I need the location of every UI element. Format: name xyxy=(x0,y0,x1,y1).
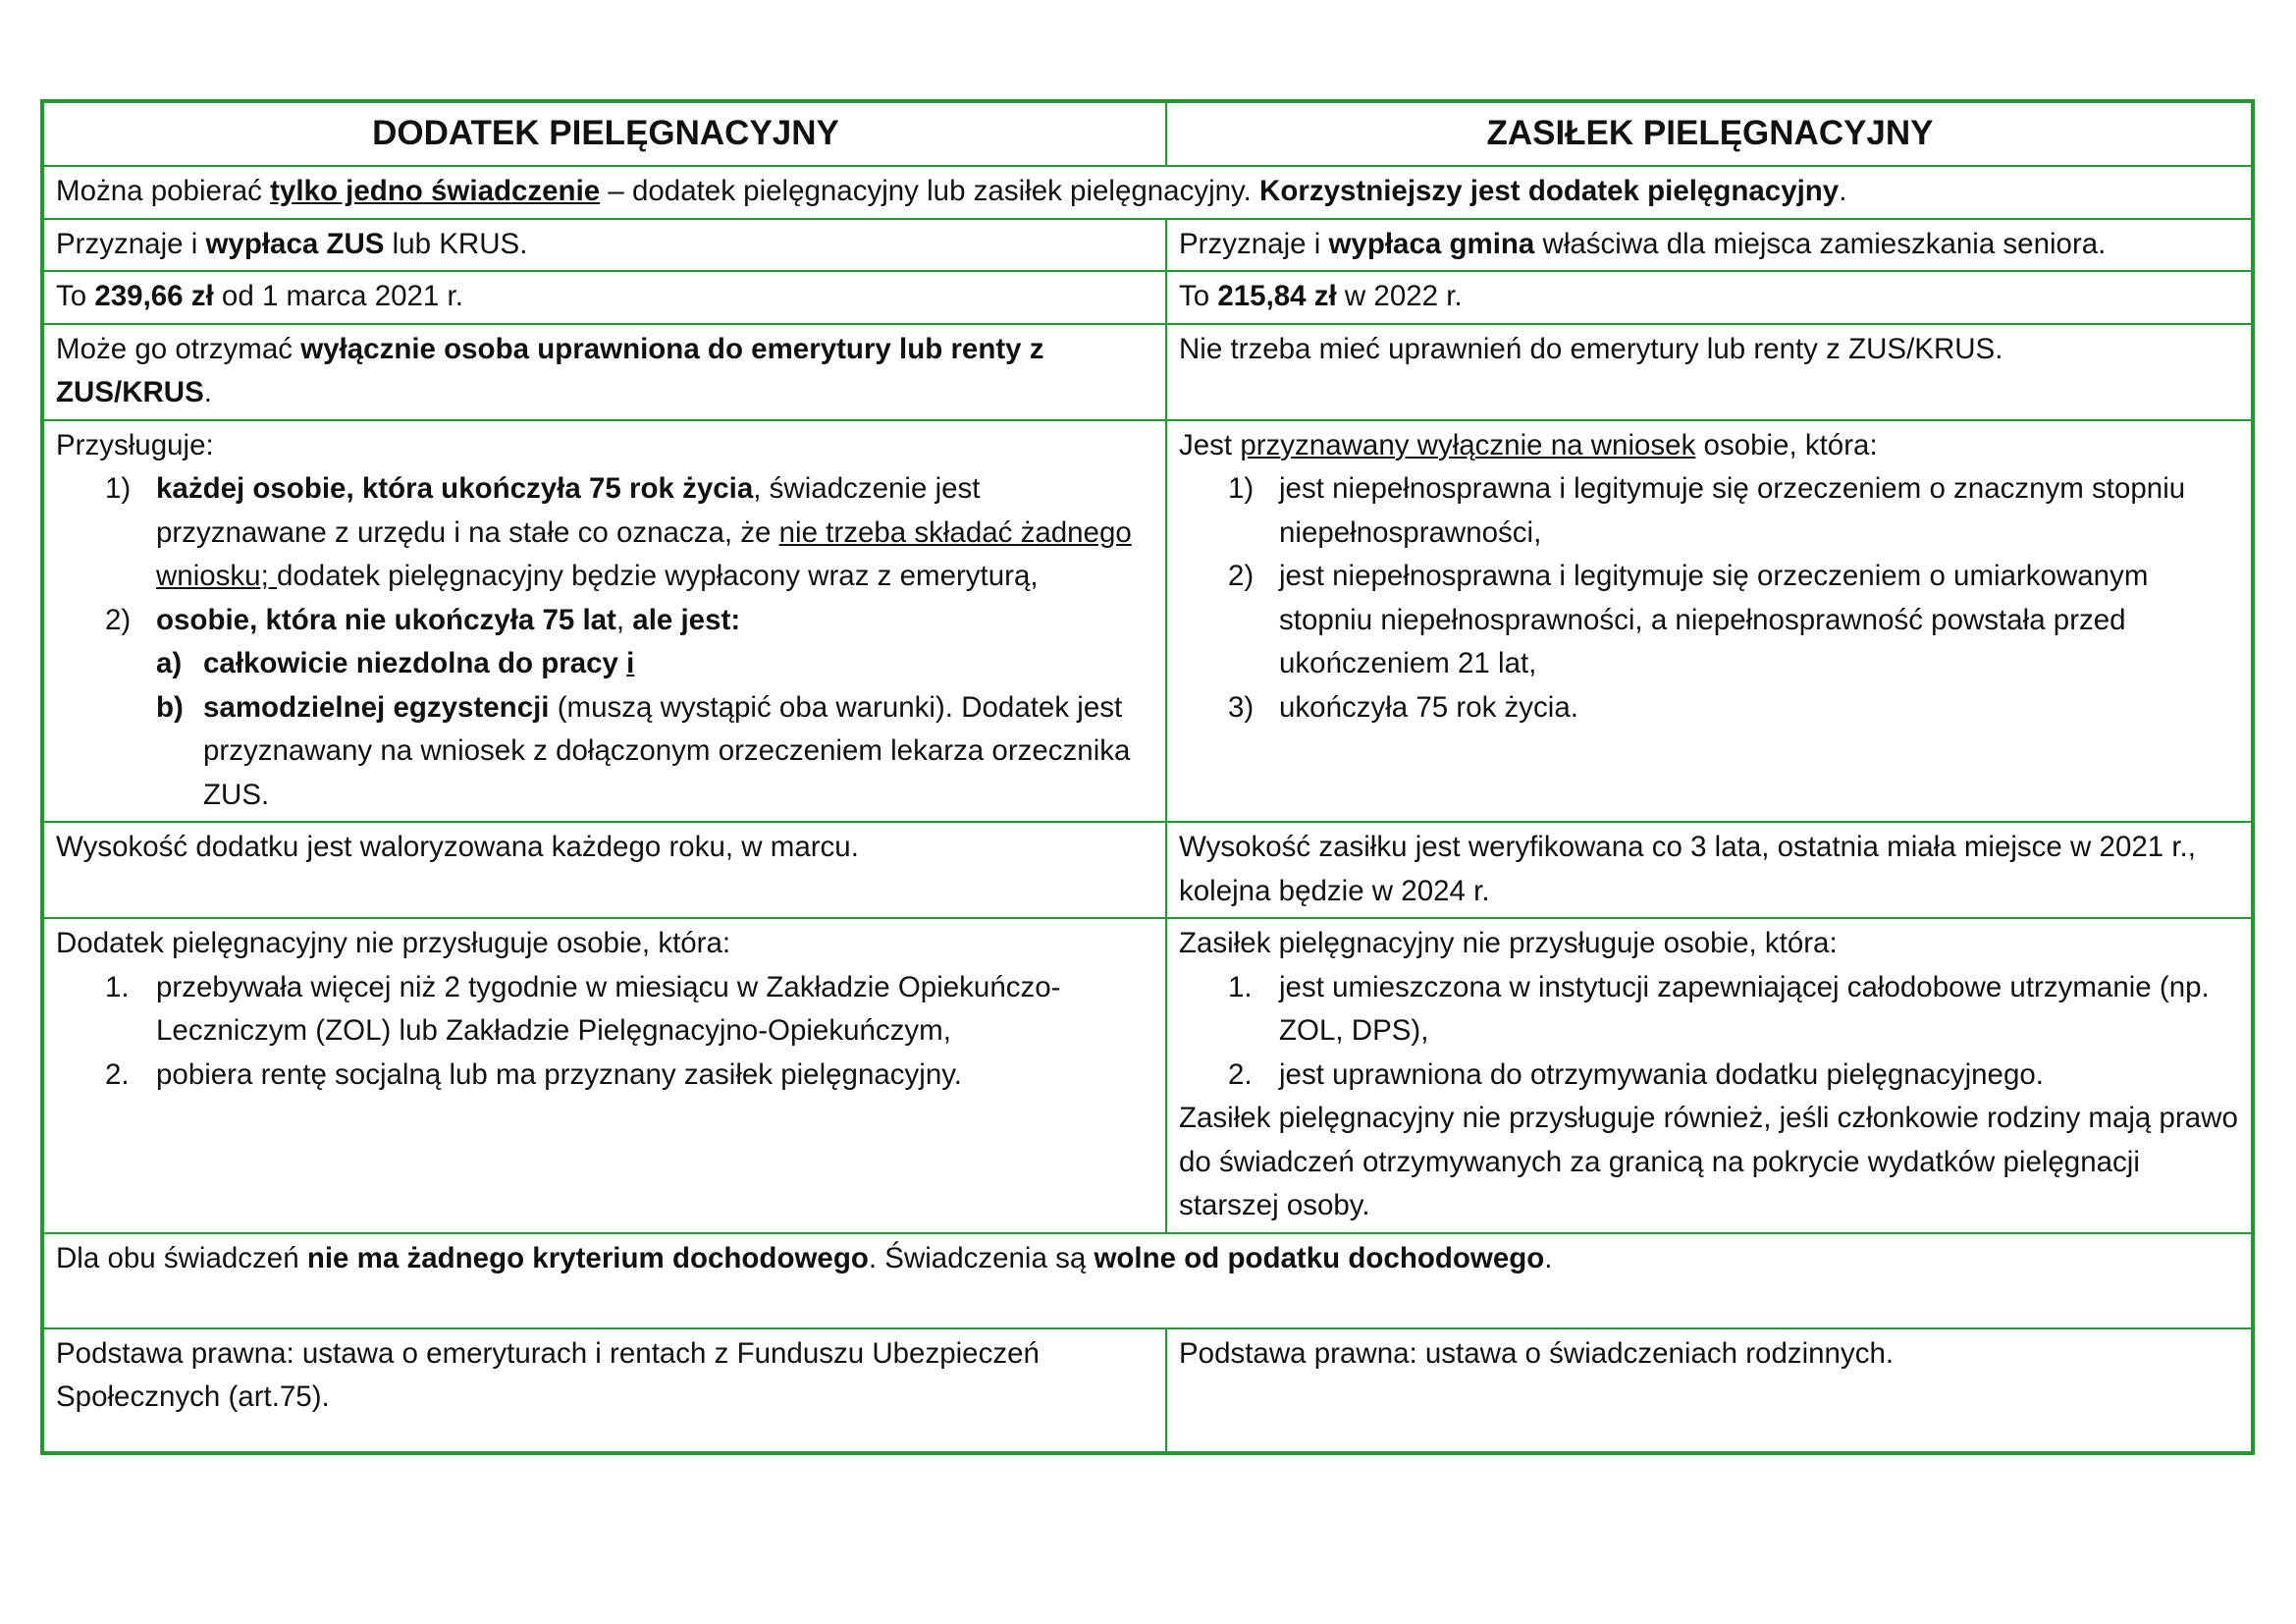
payer-dodatek: Przyznaje i wypłaca ZUS lub KRUS. xyxy=(42,219,1166,272)
entitled-intro: Przysługuje: xyxy=(56,428,214,461)
header-row xyxy=(42,101,2253,166)
exclusions-list xyxy=(56,966,1155,1098)
entitled-intro: Jest przyznawany wyłącznie na wniosek osobie, która: xyxy=(1179,428,1878,461)
legal-dodatek: Podstawa prawna: ustawa o emeryturach i rentach z Funduszu Ubezpieczeń Społecznych (art.75). xyxy=(42,1328,1166,1453)
row-amount xyxy=(42,271,2253,324)
comparison-table xyxy=(40,99,2255,1455)
entitled-list xyxy=(56,467,1155,817)
row-entitled xyxy=(42,420,2253,823)
exclusions-intro: Zasiłek pielęgnacyjny nie przysługuje osobie, która: xyxy=(1179,927,1838,959)
eligibility-dodatek: Może go otrzymać wyłącznie osoba uprawniona do emerytury lub renty z ZUS/KRUS. xyxy=(42,324,1166,420)
row-exclusions xyxy=(42,918,2253,1233)
choice-cell: Można pobierać tylko jedno świadczenie – dodatek pielęgnacyjny lub zasiłek pielęgnacyjny. Korzystniejszy jest dodatek pielęgnacyjny. xyxy=(42,166,2253,219)
row-tax xyxy=(42,1233,2253,1328)
only-one-benefit: tylko jedno świadczenie xyxy=(270,175,601,207)
payer-zasilek: Przyznaje i wypłaca gmina właściwa dla miejsca zamieszkania seniora. xyxy=(1166,219,2253,272)
amount-zasilek: To 215,84 zł w 2022 r. xyxy=(1166,271,2253,324)
list-item: 2) osobie, która nie ukończyła 75 lat, ale jest: a) całkowicie niezdolna do pracy i b) samodzielnej egzystencji (muszą wystąpić oba warunki). Dodatek jest przyznawany na wniosek z dołączonym orzeczeniem lekarza orzecznika ZUS. xyxy=(56,599,1155,818)
exclusions-dodatek xyxy=(42,918,1166,1233)
legal-zasilek: Podstawa prawna: ustawa o świadczeniach rodzinnych. xyxy=(1166,1328,2253,1453)
entitled-dodatek xyxy=(42,420,1166,823)
entitled-list xyxy=(1179,467,2241,730)
list-item: 3) ukończyła 75 rok życia. xyxy=(1228,690,1578,724)
exclusions-intro: Dodatek pielęgnacyjny nie przysługuje osobie, która: xyxy=(56,927,731,959)
row-choice xyxy=(42,166,2253,219)
list-item: 1. przebywała więcej niż 2 tygodnie w miesiącu w Zakładzie Opiekuńczo-Leczniczym (ZOL) lub Zakładzie Pielęgnacyjno-Opiekuńczym, xyxy=(105,970,1061,1047)
header-zasilek: ZASIŁEK PIELĘGNACYJNY xyxy=(1166,101,2253,166)
list-item: b) samodzielnej egzystencji (muszą wystąpić oba warunki). Dodatek jest przyznawany na wniosek z dołączonym orzeczeniem lekarza orzecznika ZUS. xyxy=(156,690,1131,811)
exclusions-list xyxy=(1179,966,2241,1098)
list-item: a) całkowicie niezdolna do pracy i xyxy=(156,647,635,679)
indexation-dodatek: Wysokość dodatku jest waloryzowana każdego roku, w marcu. xyxy=(42,822,1166,918)
list-item: 1) jest niepełnosprawna i legitymuje się orzeczeniem o znacznym stopniu niepełnosprawności, xyxy=(1228,472,2186,549)
tax-cell: Dla obu świadczeń nie ma żadnego kryterium dochodowego. Świadczenia są wolne od podatku dochodowego. xyxy=(42,1233,2253,1328)
list-item: 2. jest uprawniona do otrzymywania dodatku pielęgnacyjnego. xyxy=(1228,1057,2044,1091)
entitled-zasilek xyxy=(1166,420,2253,823)
row-eligibility xyxy=(42,324,2253,420)
list-item: 2. pobiera rentę socjalną lub ma przyznany zasiłek pielęgnacyjny. xyxy=(105,1057,962,1091)
amount-dodatek: To 239,66 zł od 1 marca 2021 r. xyxy=(42,271,1166,324)
row-payer xyxy=(42,219,2253,272)
eligibility-zasilek: Nie trzeba mieć uprawnień do emerytury lub renty z ZUS/KRUS. xyxy=(1166,324,2253,420)
exclusions-zasilek xyxy=(1166,918,2253,1233)
row-legal xyxy=(42,1328,2253,1453)
indexation-zasilek: Wysokość zasiłku jest weryfikowana co 3 lata, ostatnia miała miejsce w 2021 r., kolejna będzie w 2024 r. xyxy=(1166,822,2253,918)
sub-list xyxy=(156,642,1155,817)
list-item: 1. jest umieszczona w instytucji zapewniającej całodobowe utrzymanie (np. ZOL, DPS), xyxy=(1228,970,2210,1047)
exclusions-outro: Zasiłek pielęgnacyjny nie przysługuje również, jeśli członkowie rodziny mają prawo do świadczeń otrzymywanych za granicą na pokrycie wydatków pielęgnacji starszej osoby. xyxy=(1179,1102,2238,1221)
row-indexation xyxy=(42,822,2253,918)
header-dodatek: DODATEK PIELĘGNACYJNY xyxy=(42,101,1166,166)
list-item: 2) jest niepełnosprawna i legitymuje się orzeczeniem o umiarkowanym stopniu niepełnosprawności, a niepełnosprawność powstała przed ukończeniem 21 lat, xyxy=(1228,560,2149,679)
list-item: 1) każdej osobie, która ukończyła 75 rok życia, świadczenie jest przyznawane z urzędu i na stałe co oznacza, że nie trzeba składać żadnego wniosku; dodatek pielęgnacyjny będzie wypłacony wraz z emeryturą, xyxy=(105,472,1132,592)
